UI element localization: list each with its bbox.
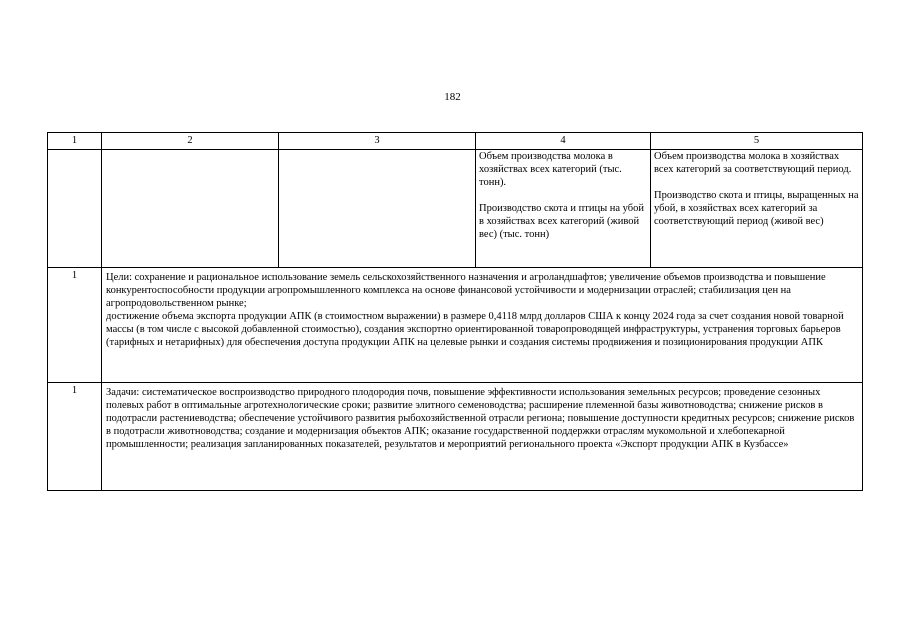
goals-number-cell [48,268,102,383]
header-col-2: 2 [102,133,279,150]
table-header-row [48,133,863,150]
tasks-text: Задачи: систематическое воспроизводство природного плодородия почв, повышение эффективности использования земельных ресурсов; проведение сезонных полевых работ в оптимальные агротехнологические сроки; развитие элитного семеноводства; расширение племенной базы животноводства; снижение рисков в подотрасли растениеводства; обеспечение устойчивого развития рыбохозяйственной отрасли региона; повышение доступности кредитных ресурсов; снижение рисков в подотрасли животноводства; создание и модернизация объектов АПК; оказание государственной поддержки отраслям мукомольной и хлебопекарной промышленности; реализация запланированных показателей, результатов и мероприятий регионального проекта «Экспорт продукции АПК в Кузбассе» [106,387,855,450]
row1-col-1 [48,150,102,268]
indicators-table [47,132,863,491]
table-row-indicators [48,150,863,268]
header-col-3: 3 [279,133,476,150]
row1-col-2 [102,150,279,268]
tasks-cell [102,383,863,491]
row1-col-3 [279,150,476,268]
goals-text-2: достижение объема экспорта продукции АПК (в стоимостном выражении) в размере 0,4118 млрд долларов США к концу 2024 года за счет создания новой товарной массы (в том числе с высокой добавленной стоимостью), создания экспортно ориентированной товаропроводящей инфраструктуры, устранения торговых барьеров (тарифных и нетарифных) для обеспечения доступа продукции АПК на целевые рынки и создания системы продвижения и позиционирования продукции АПК [106,311,844,348]
goals-number: 1 [71,270,78,281]
tasks-number: 1 [71,385,78,396]
header-col-5: 5 [651,133,863,150]
row1-col-5 [651,150,863,268]
milk-volume-indicator: Объем производства молока в хозяйствах всех категорий (тыс. тонн). [479,151,622,188]
livestock-production-indicator: Производство скота и птицы на убой в хозяйствах всех категорий (живой вес) (тыс. тонн) [479,203,644,240]
milk-volume-method: Объем производства молока в хозяйствах всех категорий за соответствующий период. [654,151,852,175]
header-col-1: 1 [48,133,102,150]
table-row-goals [48,268,863,383]
page-number: 182 [444,91,461,103]
goals-cell [102,268,863,383]
livestock-production-method: Производство скота и птицы, выращенных на убой, в хозяйствах всех категорий за соответствующий период (живой вес) [654,190,859,227]
table-row-tasks [48,383,863,491]
header-col-4: 4 [476,133,651,150]
row1-col-4 [476,150,651,268]
goals-text-1: Цели: сохранение и рациональное использование земель сельскохозяйственного назначения и агроландшафтов; увеличение объемов производства и повышение конкурентоспособности продукции агропромышленного комплекса на основе финансовой устойчивости и модернизации отраслей; стабилизация цен на агропродовольственном рынке; [106,272,826,309]
tasks-number-cell [48,383,102,491]
